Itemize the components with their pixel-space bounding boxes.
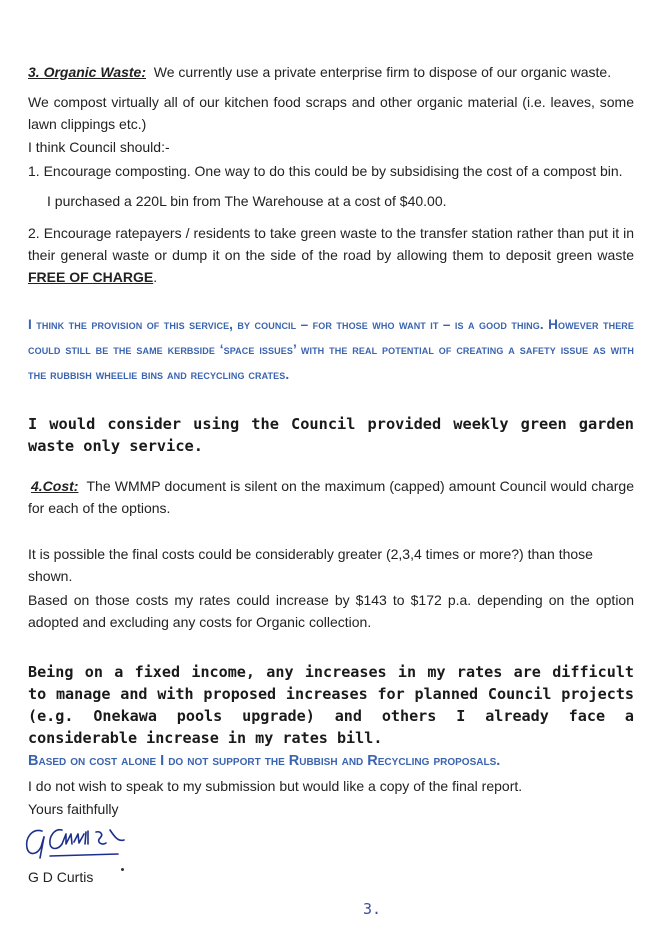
compost-paragraph: We compost virtually all of our kitchen food scraps and other organic material (i.e. leaves, some lawn clippings etc.) — [28, 94, 634, 132]
cost-heading: 4.Cost: — [31, 478, 79, 494]
not-support-proposals: Based on cost alone I do not support the Rubbish and Recycling proposals. — [28, 753, 501, 769]
item-2-paragraph — [28, 222, 634, 288]
page-number: 3. — [363, 900, 382, 918]
cost-intro: The WMMP document is silent on the maximum (capped) amount Council would charge for each of the options. — [28, 478, 634, 516]
think-council-should: I think Council should:- — [28, 139, 170, 155]
signature-image — [22, 822, 132, 866]
free-of-charge-emphasis: FREE OF CHARGE — [28, 269, 154, 285]
cost-possible-paragraph: It is possible the final costs could be considerably greater (2,3,4 times or more?) than those shown. — [28, 546, 593, 584]
item-1-encourage-composting: 1. Encourage composting. One way to do this could be by subsidising the cost of a compost bin. — [28, 163, 623, 179]
stray-dot — [121, 868, 124, 871]
item-2-end: . — [153, 269, 158, 285]
cost-intro-paragraph — [28, 475, 634, 519]
item-2-text: 2. Encourage ratepayers / residents to take green waste to the transfer station rather than put it in their general waste or dump it on the side of the road by allowing them to deposit green waste — [28, 225, 634, 263]
fixed-income-paragraph: Being on a fixed income, any increases in my rates are difficult to manage and with proposed increases for planned Council projects (e.g. Onekawa pools upgrade) and others I already face a considerable increase in my rates bill. — [28, 663, 634, 747]
organic-intro: We currently use a private enterprise firm to dispose of our organic waste. — [153, 64, 612, 80]
rates-increase-paragraph: Based on those costs my rates could increase by $143 to $172 p.a. depending on the option adopted and excluding any costs for Organic collection. — [28, 592, 634, 630]
organic-intro-line — [28, 61, 634, 83]
signatory-name: G D Curtis — [28, 869, 94, 885]
blue-service-statement: I think the provision of this service, by council – for those who want it – is a good thing. However there could still be the same kerbside ‘space issues’ with the real potential of creating a safety issue as with the rubbish wheelie bins and recycling crates. — [28, 317, 634, 382]
yours-faithfully: Yours faithfully — [28, 801, 119, 817]
speak-submission: I do not wish to speak to my submission but would like a copy of the final report. — [28, 778, 523, 794]
consider-green-waste-service: I would consider using the Council provided weekly green garden waste only service. — [28, 415, 634, 455]
organic-waste-heading: 3. Organic Waste: — [28, 64, 147, 80]
item-1-detail: I purchased a 220L bin from The Warehouse at a cost of $40.00. — [47, 193, 447, 209]
